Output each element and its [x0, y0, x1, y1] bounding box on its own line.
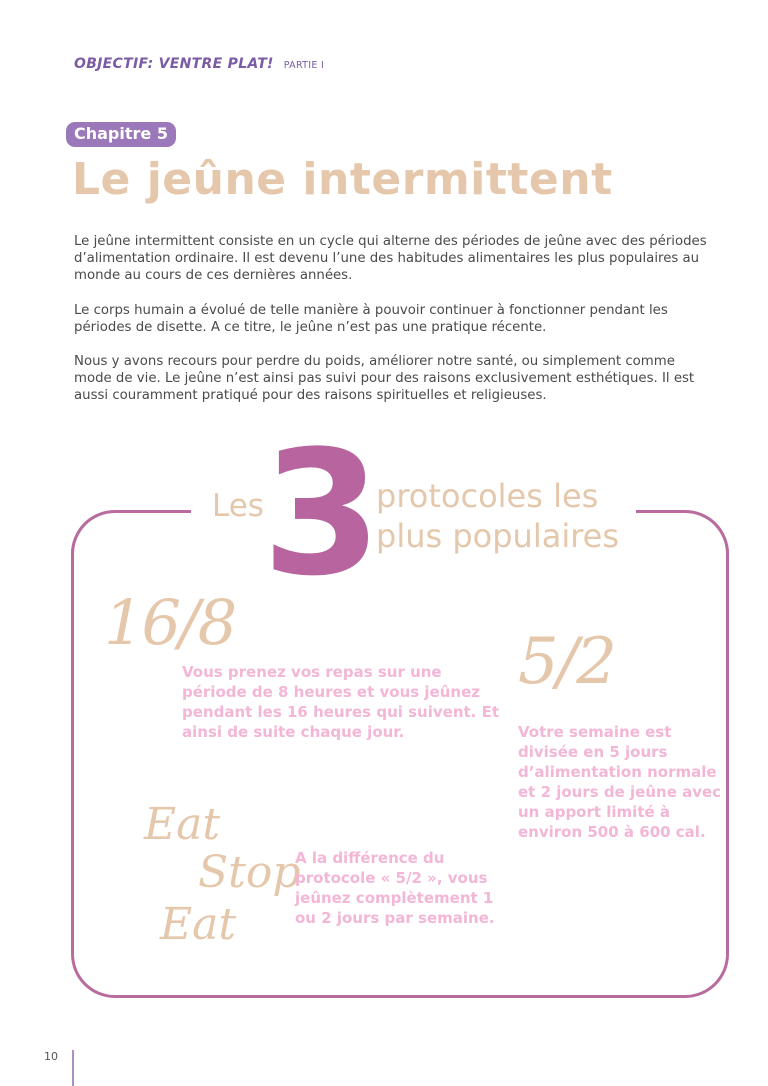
- heading-suffix-line1: protocoles les: [376, 477, 599, 515]
- part-label: PARTIE I: [283, 60, 325, 71]
- page-number: 10: [44, 1050, 58, 1063]
- protocol-5-2-description: Votre semaine est divisée en 5 jours d’alimentation normale et 2 jours de jeûne avec un apport limité à environ 500 à 600 cal.: [518, 723, 722, 841]
- running-header: [74, 56, 324, 72]
- heading-suffix-line2: plus populaires: [376, 517, 620, 555]
- protocol-eat-stop-eat-title-line1: Eat: [144, 799, 221, 850]
- page-number-rule: [72, 1050, 74, 1086]
- protocol-eat-stop-eat-description: A la différence du protocole « 5/2 », vous jeûnez complètement 1 ou 2 jours par semaine.: [295, 849, 495, 927]
- frame-corner-top-right: [636, 510, 729, 554]
- heading-prefix: Les: [212, 488, 264, 524]
- protocol-eat-stop-eat-title-line3: Eat: [160, 899, 237, 950]
- intro-text: [74, 233, 714, 422]
- protocol-16-8-title: 16/8: [104, 586, 236, 659]
- protocol-eat-stop-eat-title-line2: Stop: [198, 847, 301, 898]
- intro-paragraph: Le jeûne intermittent consiste en un cycle qui alterne des périodes de jeûne avec des périodes d’alimentation ordinaire. Il est devenu l’une des habitudes alimentaires les plus populaires au monde au cours de ces dernières années.: [74, 234, 707, 284]
- heading-suffix: [376, 476, 619, 556]
- frame-corner-top-left: [71, 510, 191, 554]
- intro-paragraph: Nous y avons recours pour perdre du poids, améliorer notre santé, ou simplement comme mode de vie. Le jeûne n’est ainsi pas suivi pour des raisons exclusivement esthétiques. Il est aussi couramment pratiqué pour des raisons spirituelles et religieuses.: [74, 354, 695, 404]
- chapter-badge: Chapitre 5: [66, 122, 176, 147]
- protocol-16-8-description: Vous prenez vos repas sur une période de 8 heures et vous jeûnez pendant les 16 heures qui suivent. Et ainsi de suite chaque jour.: [182, 663, 499, 741]
- page-title: Le jeûne intermittent: [72, 154, 613, 205]
- heading-number: 3: [262, 413, 382, 614]
- book-title: OBJECTIF: VENTRE PLAT!: [74, 56, 274, 72]
- protocol-5-2-title: 5/2: [518, 625, 615, 699]
- intro-paragraph: Le corps humain a évolué de telle manière à pouvoir continuer à fonctionner pendant les périodes de disette. A ce titre, le jeûne n’est pas une pratique récente.: [74, 302, 668, 335]
